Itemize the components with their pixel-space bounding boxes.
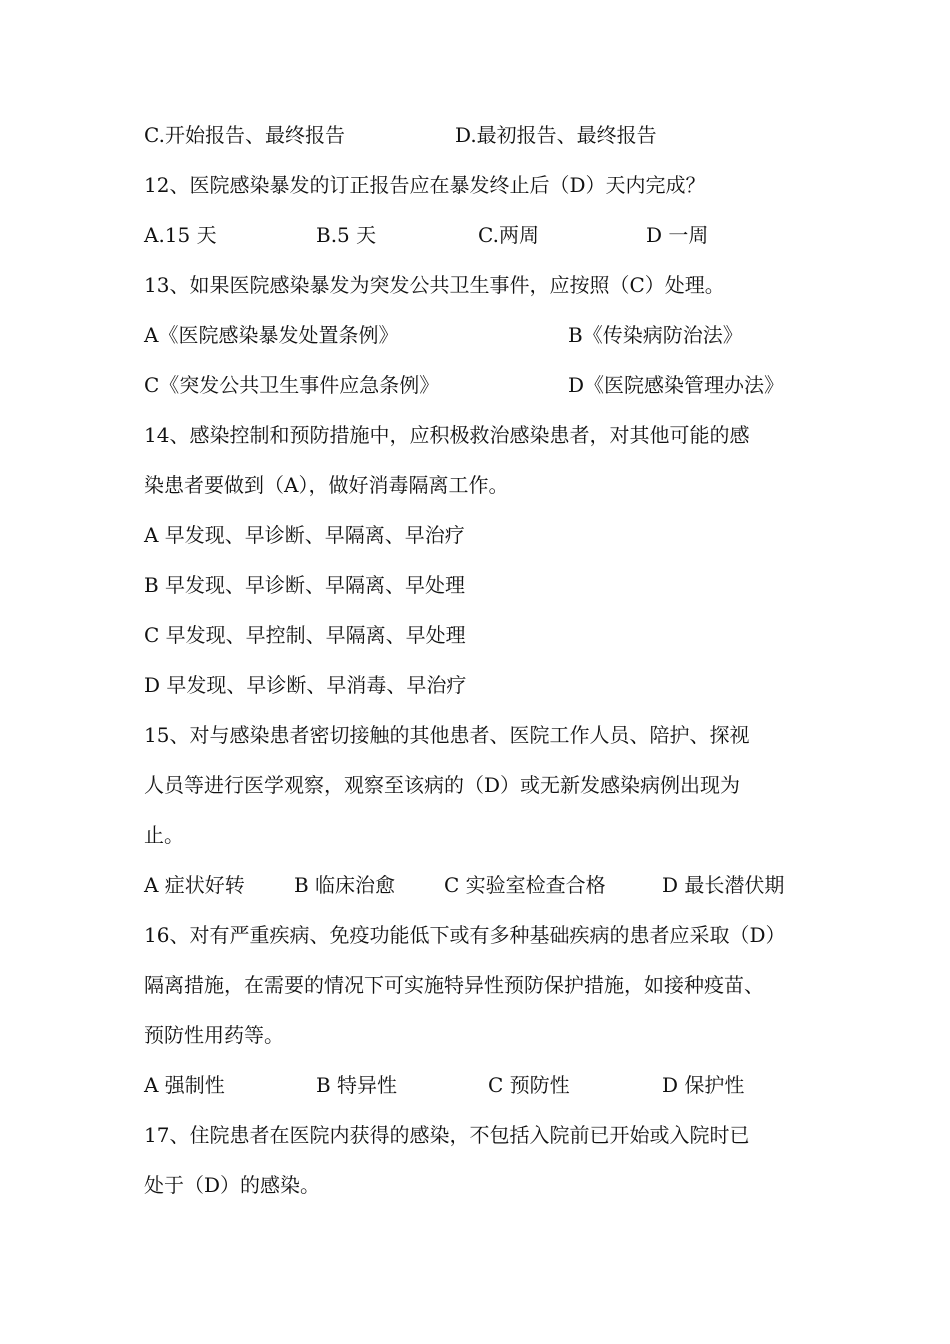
q16-option-c: C 预防性 <box>488 1073 570 1097</box>
q13-option-b: B《传染病防治法》 <box>568 323 743 347</box>
q12-option-a: A.15 天 <box>144 223 217 247</box>
q13-stem: 13、如果医院感染暴发为突发公共卫生事件，应按照（C）处理。 <box>144 273 725 297</box>
q14-option-c: C 早发现、早控制、早隔离、早处理 <box>144 623 466 647</box>
q12-option-c: C.两周 <box>478 223 539 247</box>
q15-stem-line-1: 15、对与感染患者密切接触的其他患者、医院工作人员、陪护、探视 <box>144 723 750 747</box>
q13-option-c: C《突发公共卫生事件应急条例》 <box>144 373 440 397</box>
q11-option-d: D.最初报告、最终报告 <box>455 123 657 147</box>
q14-stem-line-1: 14、感染控制和预防措施中，应积极救治感染患者，对其他可能的感 <box>144 423 750 447</box>
q14-stem-line-2: 染患者要做到（A），做好消毒隔离工作。 <box>144 473 509 497</box>
q15-stem-line-3: 止。 <box>144 823 184 847</box>
q11-option-c: C.开始报告、最终报告 <box>144 123 345 147</box>
q16-option-b: B 特异性 <box>316 1073 398 1097</box>
q14-option-d: D 早发现、早诊断、早消毒、早治疗 <box>144 673 467 697</box>
q12-option-b: B.5 天 <box>316 223 377 247</box>
q14-option-b: B 早发现、早诊断、早隔离、早处理 <box>144 573 466 597</box>
q15-option-a: A 症状好转 <box>144 873 245 897</box>
q16-stem-line-3: 预防性用药等。 <box>144 1023 284 1047</box>
q16-option-a: A 强制性 <box>144 1073 225 1097</box>
q17-stem-line-1: 17、住院患者在医院内获得的感染，不包括入院前已开始或入院时已 <box>144 1123 750 1147</box>
q12-stem: 12、医院感染暴发的订正报告应在暴发终止后（D）天内完成？ <box>144 173 706 197</box>
q17-stem-line-2: 处于（D）的感染。 <box>144 1173 321 1197</box>
q12-option-d: D 一周 <box>646 223 709 247</box>
q13-option-a: A《医院感染暴发处置条例》 <box>144 323 399 347</box>
q13-option-d: D《医院感染管理办法》 <box>568 373 785 397</box>
q16-stem-line-2: 隔离措施，在需要的情况下可实施特异性预防保护措施，如接种疫苗、 <box>144 973 764 997</box>
q14-option-a: A 早发现、早诊断、早隔离、早治疗 <box>144 523 465 547</box>
q15-stem-line-2: 人员等进行医学观察，观察至该病的（D）或无新发感染病例出现为 <box>144 773 741 797</box>
q15-option-c: C 实验室检查合格 <box>444 873 606 897</box>
q15-option-d: D 最长潜伏期 <box>662 873 785 897</box>
q16-option-d: D 保护性 <box>662 1073 745 1097</box>
q15-option-b: B 临床治愈 <box>294 873 396 897</box>
q16-stem-line-1: 16、对有严重疾病、免疫功能低下或有多种基础疾病的患者应采取（D） <box>144 923 786 947</box>
